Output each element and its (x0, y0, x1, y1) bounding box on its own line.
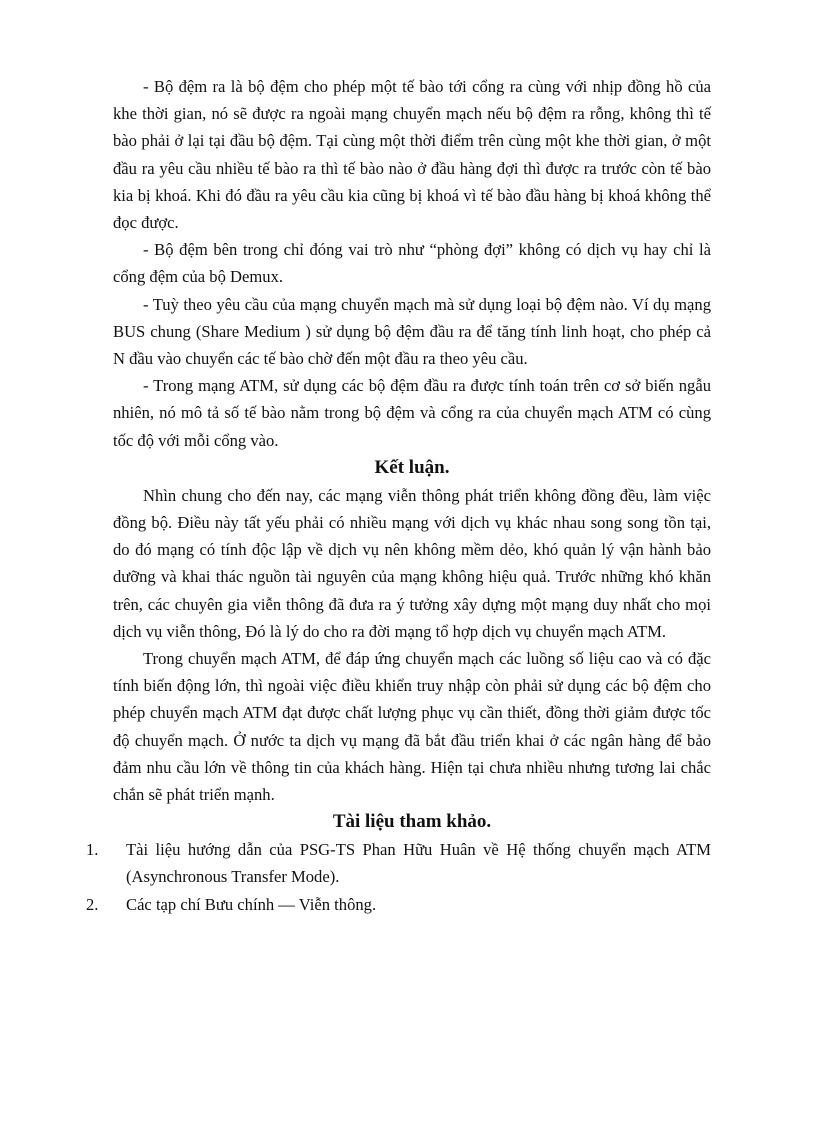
conclusion-paragraph: Nhìn chung cho đến nay, các mạng viễn thông phát triển không đồng đều, làm việc đồng bộ. Điều này tất yếu phải có nhiều mạng với dịch vụ khác nhau song song tồn tại, do đó mạng có tính độc lập về dịch vụ nên không mềm dẻo, khó quản lý vận hành bảo dưỡng và khai thác nguồn tài nguyên của mạng không hiệu quả. Trước những khó khăn trên, các chuyên gia viễn thông đã đưa ra ý tưởng xây dựng một mạng duy nhất cho mọi dịch vụ viễn thông, Đó là lý do cho ra đời mạng tổ hợp dịch vụ chuyển mạch ATM. (113, 485, 711, 641)
reference-number: 2. (86, 894, 99, 914)
conclusion-heading: Kết luận. (374, 456, 450, 478)
references-section (86, 808, 711, 918)
references-heading: Tài liệu tham khảo. (332, 811, 492, 833)
reference-item (86, 836, 711, 890)
conclusion-paragraph: Trong chuyển mạch ATM, để đáp ứng chuyển mạch các luồng số liệu cao và có đặc tính biến động lớn, thì ngoài việc điều khiển truy nhập còn phải sử dụng các bộ đệm cho phép chuyển mạch ATM đạt được chất lượng phục vụ cần thiết, đồng thời giảm được tốc độ chuyển mạch. Ở nước ta dịch vụ mạng đã bắt đầu triển khai ở các ngân hàng để bảo đảm nhu cầu lớn về thông tin của khách hàng. Hiện tại chưa nhiều nhưng tương lai chắc chắn sẽ phát triển mạnh. (113, 649, 711, 805)
reference-number: 1. (86, 840, 99, 860)
references-list (86, 836, 711, 918)
buffer-notes-section (113, 73, 711, 454)
reference-item (86, 891, 711, 918)
conclusion-section (113, 454, 711, 808)
reference-text: Các tạp chí Bưu chính — Viễn thông. (126, 894, 377, 914)
paragraph-buffer-selection: - Tuỳ theo yêu cầu của mạng chuyển mạch mà sử dụng loại bộ đệm nào. Ví dụ mạng BUS chung (Share Medium ) sử dụng bộ đệm đầu ra để tăng tính linh hoạt, cho phép cả N đầu vào chuyển các tế bào chờ đến một đầu ra theo yêu cầu. (113, 294, 711, 369)
paragraph-output-buffer: - Bộ đệm ra là bộ đệm cho phép một tế bào tới cổng ra cùng với nhịp đồng hồ của khe thời gian, nó sẽ được ra ngoài mạng chuyển mạch nếu bộ đệm ra rỗng, không thì tế bào phải ở lại tại đầu bộ đệm. Tại cùng một thời điểm trên cùng một khe thời gian, ở một đầu ra yêu cầu nhiều tế bào ra thì tế bào nào ở đầu hàng đợi thì được ra trước còn tế bào kia bị khoá. Khi đó đầu ra yêu cầu kia cũng bị khoá vì tế bào đầu hàng bị khoá không thể đọc được. (113, 77, 711, 233)
reference-text: Tài liệu hướng dẫn của PSG-TS Phan Hữu Huân về Hệ thống chuyển mạch ATM (Asynchronous Transfer Mode). (126, 840, 711, 887)
paragraph-atm-output-buffer: - Trong mạng ATM, sử dụng các bộ đệm đầu ra được tính toán trên cơ sở biến ngẫu nhiên, nó mô tả số tế bào nằm trong bộ đệm và cổng ra của chuyển mạch ATM có cùng tốc độ với mỗi cổng vào. (113, 376, 711, 450)
paragraph-internal-buffer: - Bộ đệm bên trong chỉ đóng vai trò như “phòng đợi” không có dịch vụ hay chỉ là cổng đệm của bộ Demux. (113, 240, 711, 287)
document-page (86, 73, 711, 918)
